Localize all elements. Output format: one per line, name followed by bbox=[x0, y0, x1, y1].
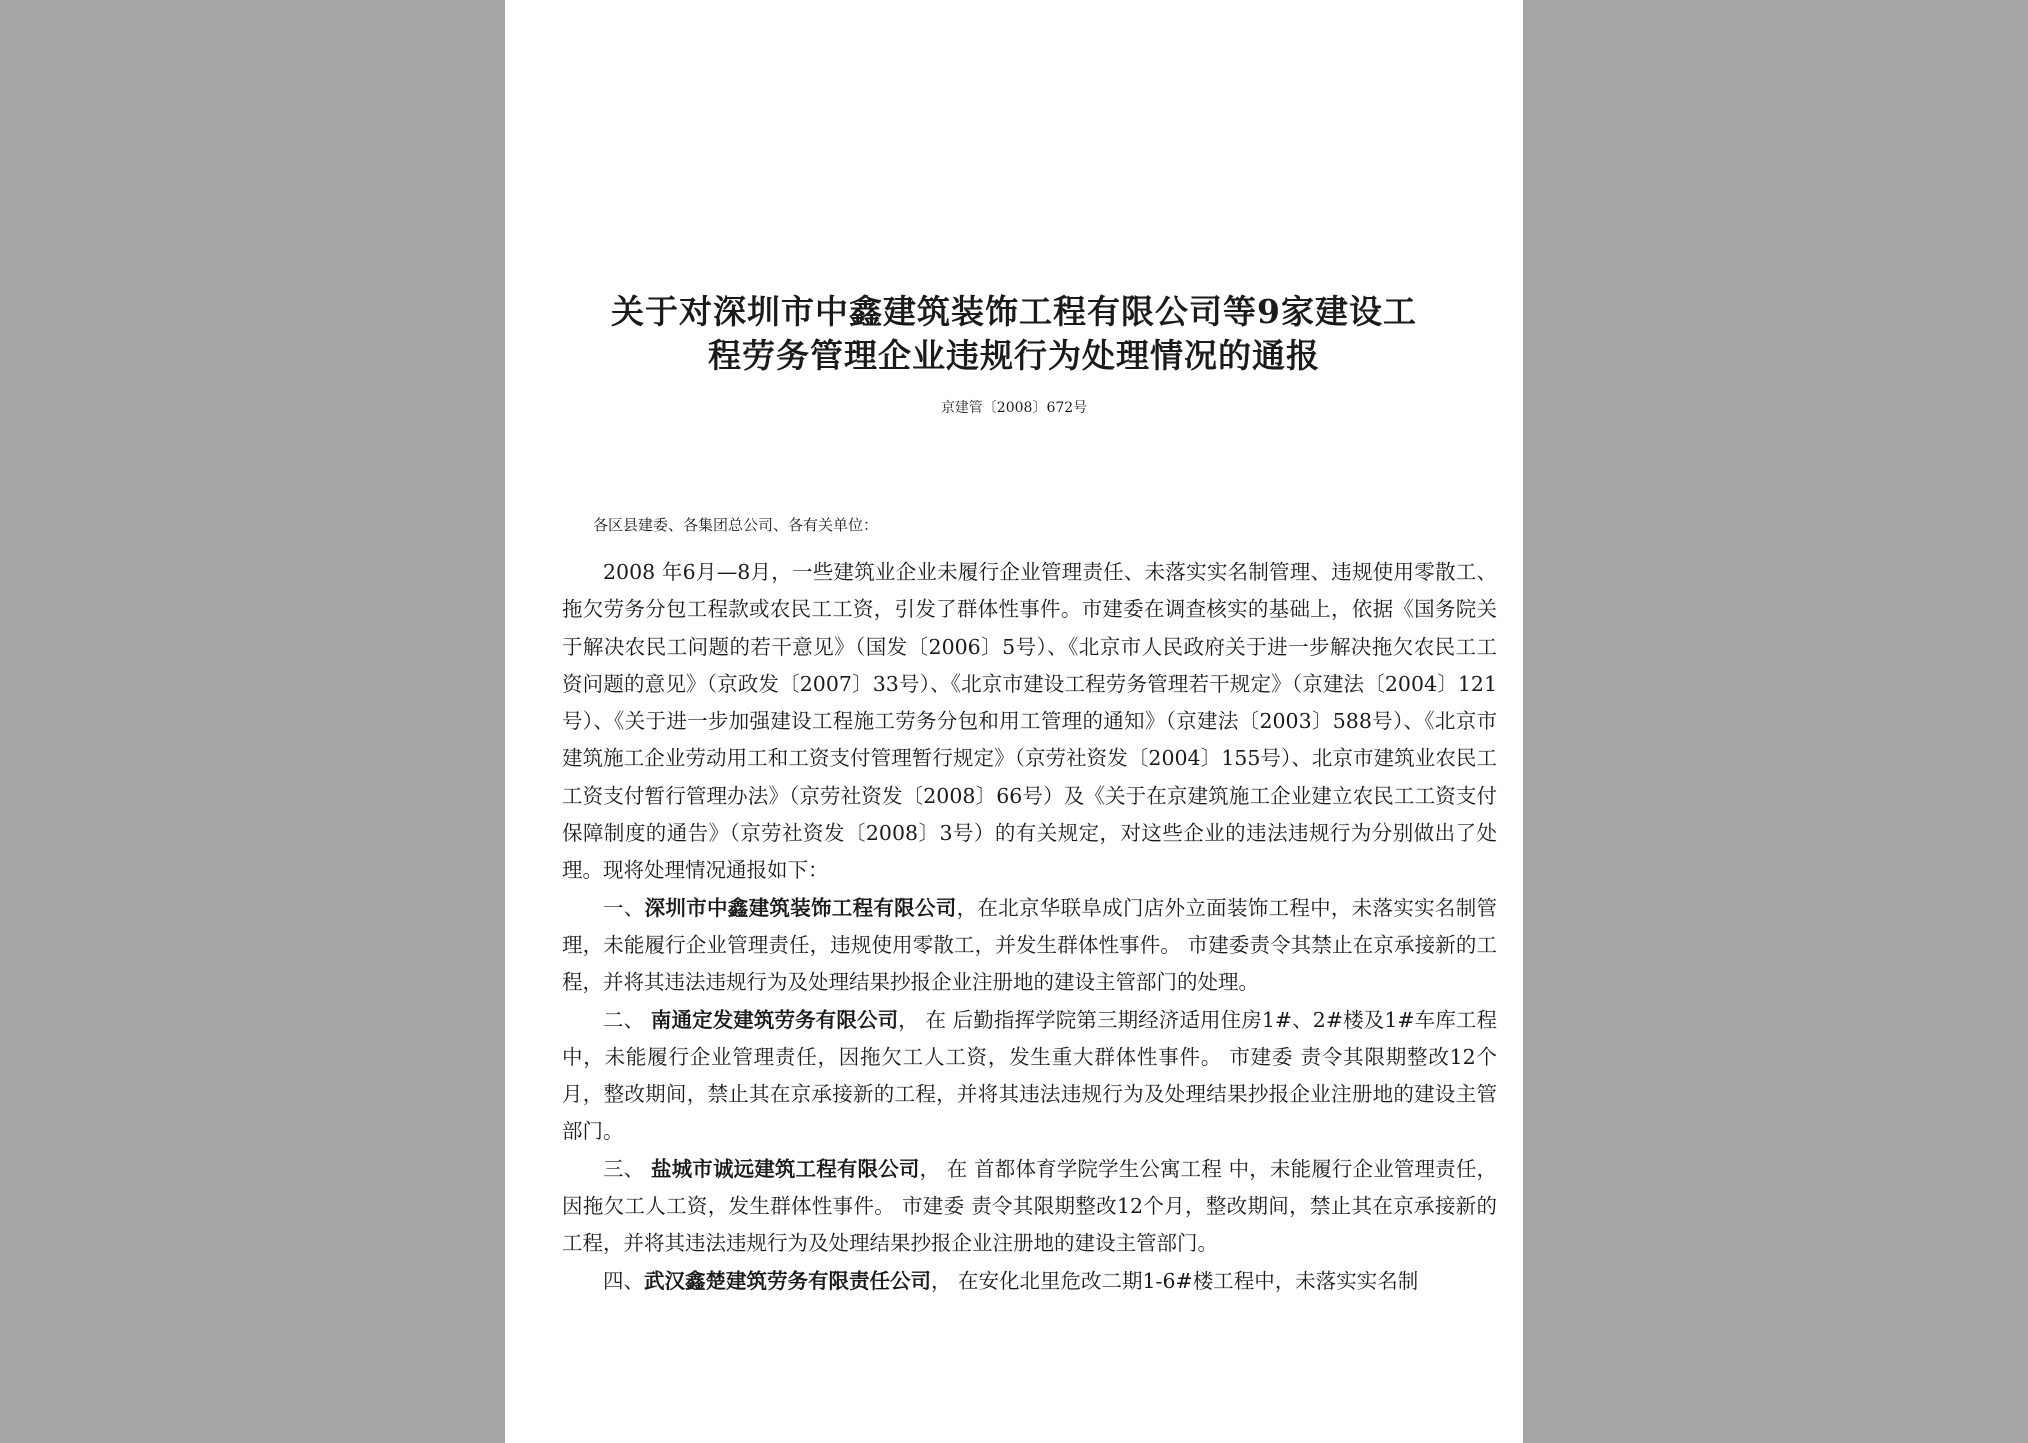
document-number: 京建管〔2008〕672号 bbox=[940, 400, 1088, 416]
document-body bbox=[562, 554, 1497, 1300]
item-prefix: 四、 bbox=[603, 1268, 644, 1293]
item-prefix: 二、 bbox=[603, 1007, 651, 1032]
document-title bbox=[505, 290, 1523, 378]
item-paragraph-2 bbox=[562, 1002, 1497, 1151]
item-company: 武汉鑫楚建筑劳务有限责任公司 bbox=[644, 1268, 931, 1293]
item-paragraph-4 bbox=[562, 1263, 1497, 1300]
item-text: ，在北京华联阜成门店外立面装饰工程中，未落实实名制管理，未能履行企业管理责任，违规使用零散工，并发生群体性事件。 市建委责令其禁止在京承接新的工程，并将其违法违规行为及处理结果抄报企业注册地的建设主管部门的处理。 bbox=[562, 895, 1498, 995]
salutation: 各区县建委、各集团总公司、各有关单位： bbox=[593, 516, 879, 534]
item-text: ， 在 后勤指挥学院第三期经济适用住房1#、2#楼及1#车库工程 中，未能履行企业管理责任，因拖欠工人工资，发生重大群体性事件。 市建委 责令其限期整改12个月，整改期间，禁止其在京承接新的工程，并将其违法违规行为及处理结果抄报企业注册地的建设主管部门。 bbox=[562, 1007, 1497, 1144]
title-line-1: 关于对深圳市中鑫建筑装饰工程有限公司等9家建设工 bbox=[611, 292, 1417, 331]
document-page bbox=[505, 0, 1523, 1443]
intro-paragraph: 2008 年6月—8月，一些建筑业企业未履行企业管理责任、未落实实名制管理、违规使用零散工、拖欠劳务分包工程款或农民工工资，引发了群体性事件。市建委在调查核实的基础上，依据《国务院关于解决农民工问题的若干意见》（国发〔2006〕5号）、《北京市人民政府关于进一步解决拖欠农民工工资问题的意见》（京政发〔2007〕33号）、《北京市建设工程劳务管理若干规定》（京建法〔2004〕121号）、《关于进一步加强建设工程施工劳务分包和用工管理的通知》（京建法〔2003〕588号）、《北京市建筑施工企业劳动用工和工资支付管理暂行规定》（京劳社资发〔2004〕155号）、北京市建筑业农民工工资支付暂行管理办法》（京劳社资发〔2008〕66号）及《关于在京建筑施工企业建立农民工工资支付保障制度的通告》（京劳社资发〔2008〕3号）的有关规定，对这些企业的违法违规行为分别做出了处理。现将处理情况通报如下： bbox=[562, 560, 1497, 883]
item-prefix: 三、 bbox=[603, 1156, 651, 1181]
item-text: ， 在安化北里危改二期1-6#楼工程中，未落实实名制 bbox=[931, 1268, 1419, 1293]
item-company: 盐城市诚远建筑工程有限公司 bbox=[650, 1156, 920, 1181]
item-text: ， 在 首都体育学院学生公寓工程 中，未能履行企业管理责任，因拖欠工人工资，发生群体性事件。 市建委 责令其限期整改12个月，整改期间，禁止其在京承接新的工程，并将其违法违规行为及处理结果抄报企业注册地的建设主管部门。 bbox=[562, 1156, 1497, 1256]
item-paragraph-1 bbox=[562, 890, 1497, 1002]
title-line-2: 程劳务管理企业违规行为处理情况的通报 bbox=[708, 336, 1320, 375]
item-company: 深圳市中鑫建筑装饰工程有限公司 bbox=[644, 895, 957, 920]
item-paragraph-3 bbox=[562, 1151, 1497, 1263]
item-company: 南通定发建筑劳务有限公司 bbox=[650, 1007, 899, 1032]
item-prefix: 一、 bbox=[603, 895, 645, 920]
